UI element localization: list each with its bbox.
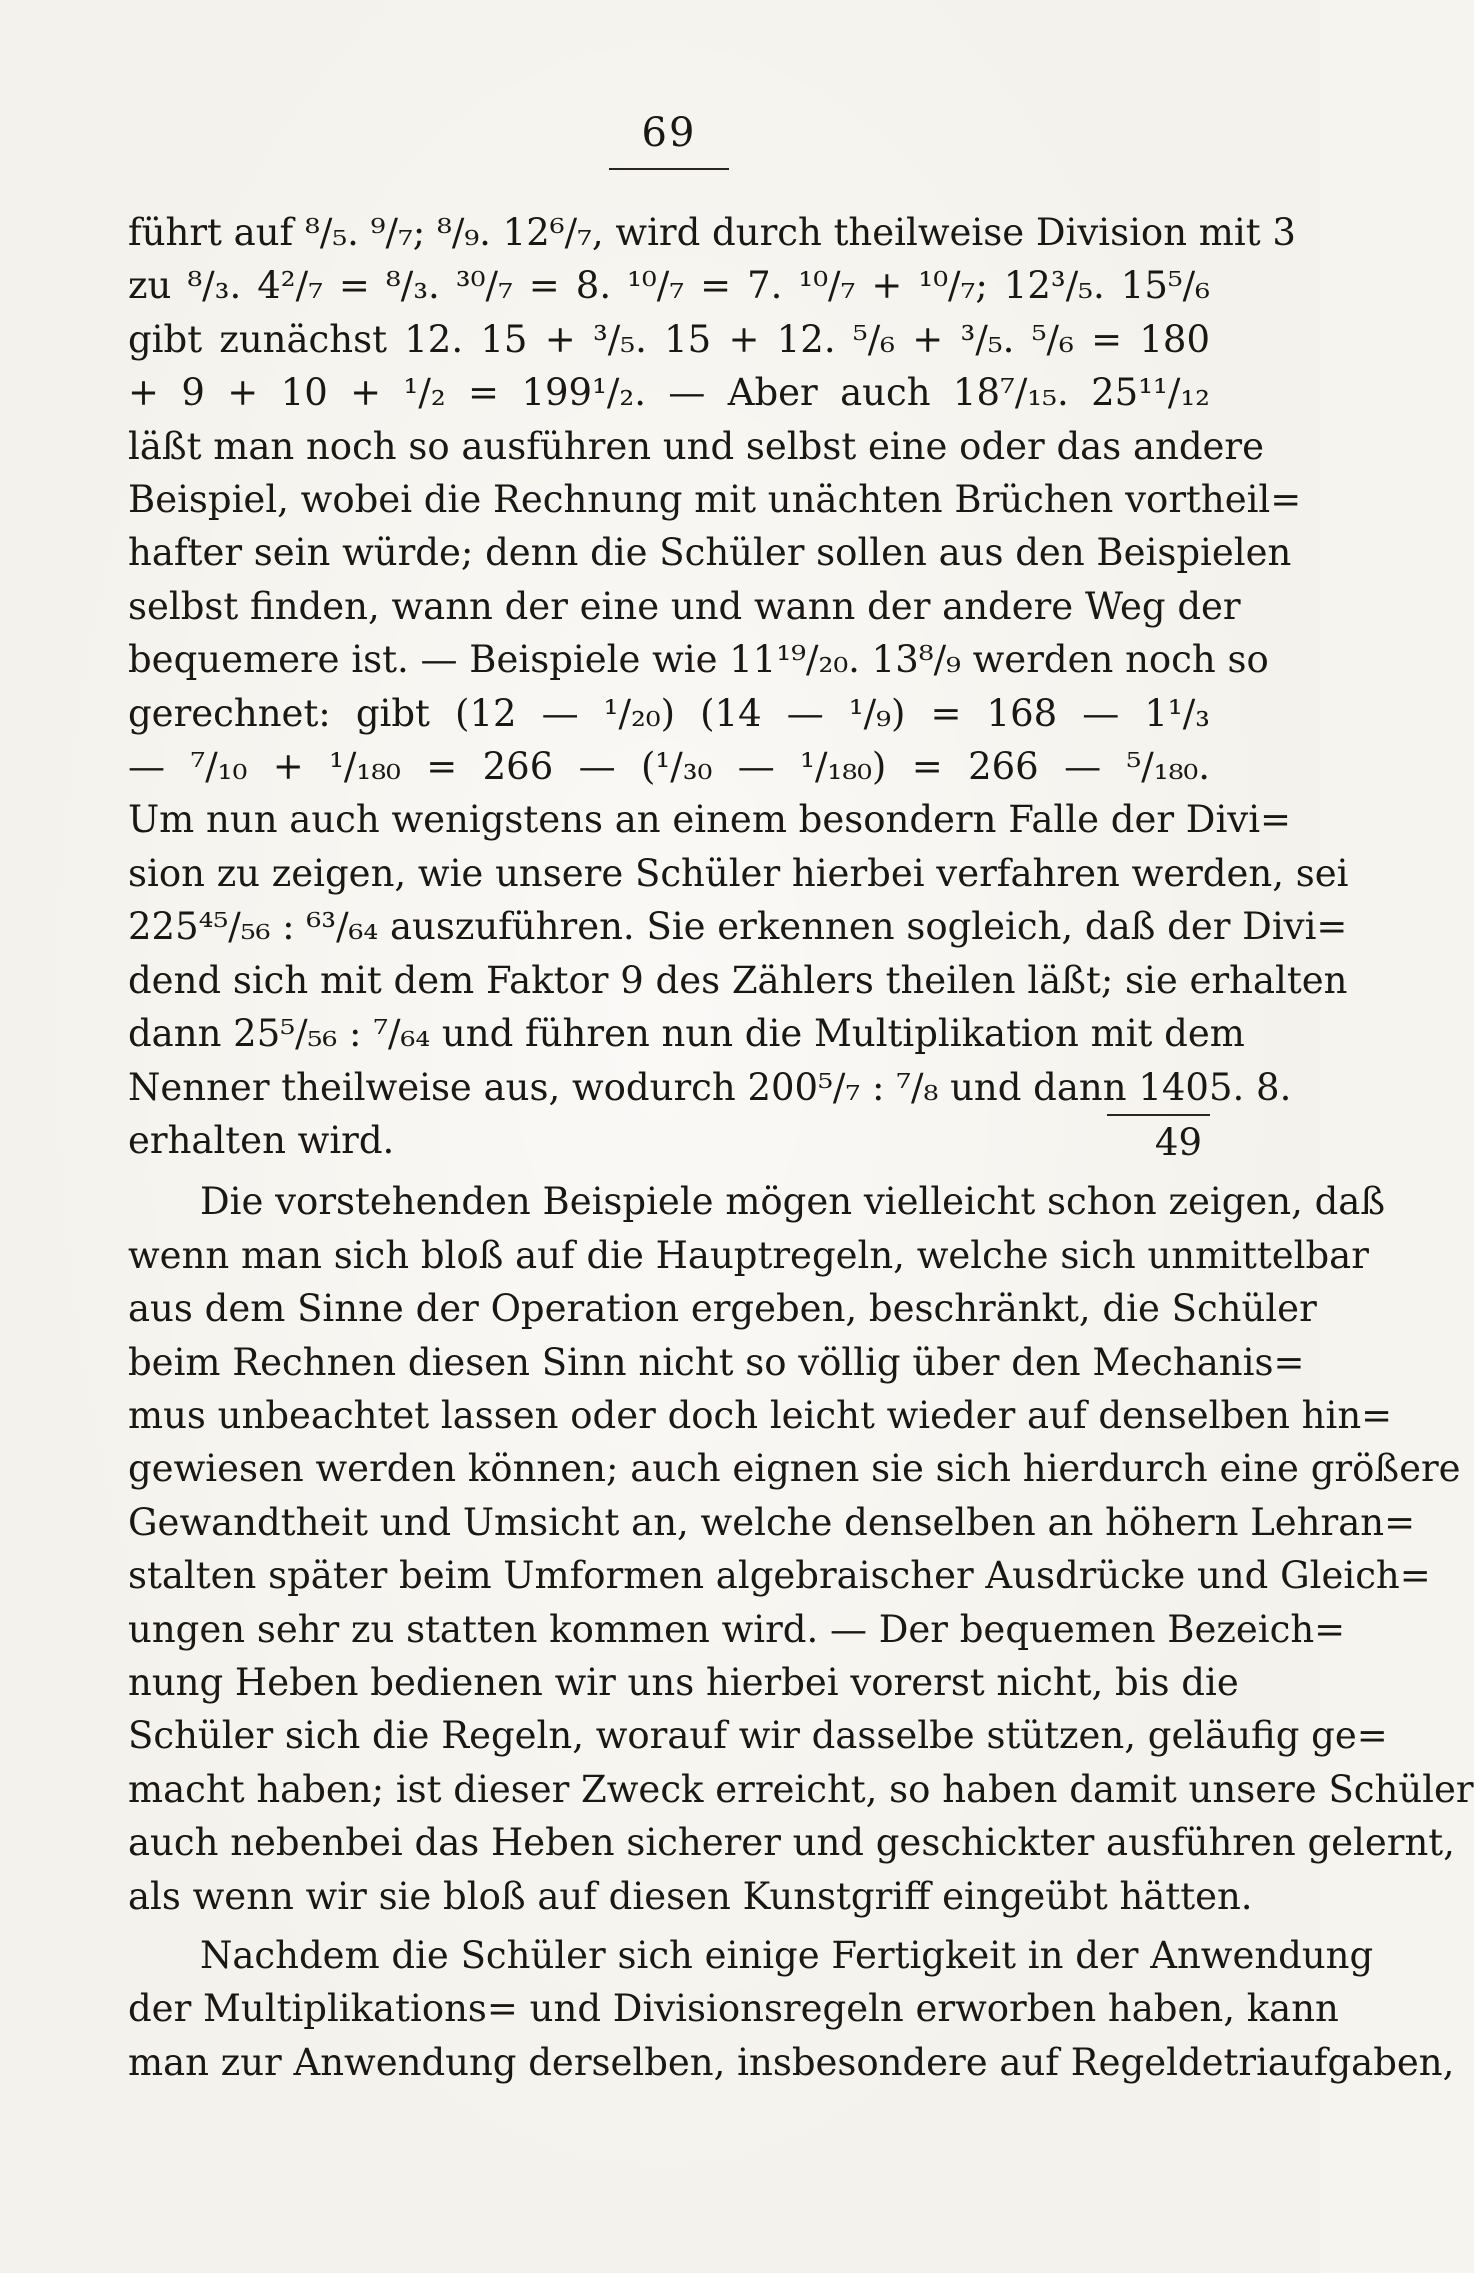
text-line: dend sich mit dem Faktor 9 des Zählers theilen läßt; sie erhalten xyxy=(128,958,1348,1002)
header-rule xyxy=(609,168,729,170)
text-line: + 9 + 10 + ¹/₂ = 199¹/₂. — Aber auch 18⁷/₁₅. 25¹¹/₁₂ xyxy=(128,371,1210,415)
text-line: bequemere ist. — Beispiele wie 11¹⁹/₂₀. 13⁸/₉ werden noch so xyxy=(128,638,1269,682)
text-line: gewiesen werden können; auch eignen sie sich hierdurch eine größere xyxy=(128,1447,1461,1491)
text-line: Beispiel, wobei die Rechnung mit unächten Brüchen vortheil= xyxy=(128,478,1302,522)
text-line: hafter sein würde; denn die Schüler sollen aus den Beispielen xyxy=(128,531,1292,575)
text-line: mus unbeachtet lassen oder doch leicht wieder auf denselben hin= xyxy=(128,1393,1393,1437)
text-line: man zur Anwendung derselben, insbesondere auf Regeldetriaufgaben, xyxy=(128,2040,1455,2084)
text-line: nung Heben bedienen wir uns hierbei vorerst nicht, bis die xyxy=(128,1660,1239,1704)
text-line: als wenn wir sie bloß auf diesen Kunstgriff eingeübt hätten. xyxy=(128,1874,1253,1918)
text-line: führt auf ⁸/₅. ⁹/₇; ⁸/₉. 12⁶/₇, wird durch theilweise Division mit 3 xyxy=(128,211,1296,254)
text-line: der Multiplikations= und Divisionsregeln erworben haben, kann xyxy=(128,1987,1339,2031)
text-line: stalten später beim Umformen algebraischer Ausdrücke und Gleich= xyxy=(128,1554,1431,1598)
paragraph xyxy=(128,1929,1455,2089)
text-line: 225⁴⁵/₅₆ : ⁶³/₆₄ auszuführen. Sie erkennen sogleich, daß der Divi= xyxy=(128,905,1348,949)
text-line: aus dem Sinne der Operation ergeben, beschränkt, die Schüler xyxy=(128,1287,1317,1331)
text-line: Um nun auch wenigstens an einem besondern Falle der Divi= xyxy=(128,798,1292,842)
text-line: erhalten wird. xyxy=(128,1118,395,1162)
text-line: gerechnet: gibt (12 — ¹/₂₀) (14 — ¹/₉) = 168 — 1¹/₃ xyxy=(128,691,1210,735)
text-line: dann 25⁵/₅₆ : ⁷/₆₄ und führen nun die Multiplikation mit dem xyxy=(128,1012,1245,1056)
text-line: beim Rechnen diesen Sinn nicht so völlig über den Mechanis= xyxy=(128,1340,1305,1384)
text-line: Nenner theilweise aus, wodurch 200⁵/₇ : ⁷/₈ und dann 1405. 8. xyxy=(128,1065,1292,1109)
text-line: gibt zunächst 12. 15 + ³/₅. 15 + 12. ⁵/₆ + ³/₅. ⁵/₆ = 180 xyxy=(128,317,1210,361)
text-line: — ⁷/₁₀ + ¹/₁₈₀ = 266 — (¹/₃₀ — ¹/₁₈₀) = 266 — ⁵/₁₈₀. xyxy=(128,745,1210,789)
text-line: Nachdem die Schüler sich einige Fertigkeit in der Anwendung xyxy=(200,1934,1374,1977)
paragraph-continuation xyxy=(128,206,1349,1169)
sum-result: 49 xyxy=(1107,1114,1210,1169)
text-line: selbst finden, wann der eine und wann der andere Weg der xyxy=(128,584,1241,628)
text-line: zu ⁸/₃. 4²/₇ = ⁸/₃. ³⁰/₇ = 8. ¹⁰/₇ = 7. ¹⁰/₇ + ¹⁰/₇; 12³/₅. 15⁵/₆ xyxy=(128,264,1210,308)
text-line: Schüler sich die Regeln, worauf wir dasselbe stützen, geläufig ge= xyxy=(128,1714,1388,1758)
text-line: Gewandtheit und Umsicht an, welche denselben an höhern Lehran= xyxy=(128,1500,1416,1544)
text-line: Die vorstehenden Beispiele mögen vielleicht schon zeigen, daß xyxy=(200,1180,1386,1224)
text-line: auch nebenbei das Heben sicherer und geschickter ausführen gelernt, xyxy=(128,1821,1455,1865)
text-line: läßt man noch so ausführen und selbst eine oder das andere xyxy=(128,424,1265,468)
paragraph xyxy=(128,1175,1474,1923)
page-number: 69 xyxy=(641,110,697,156)
text-line: ungen sehr zu statten kommen wird. — Der bequemen Bezeich= xyxy=(128,1607,1346,1651)
text-line: macht haben; ist dieser Zweck erreicht, so haben damit unsere Schüler xyxy=(128,1767,1474,1811)
text-line: sion zu zeigen, wie unsere Schüler hierbei verfahren werden, sei xyxy=(128,851,1349,895)
text-line: wenn man sich bloß auf die Hauptregeln, welche sich unmittelbar xyxy=(128,1233,1369,1277)
